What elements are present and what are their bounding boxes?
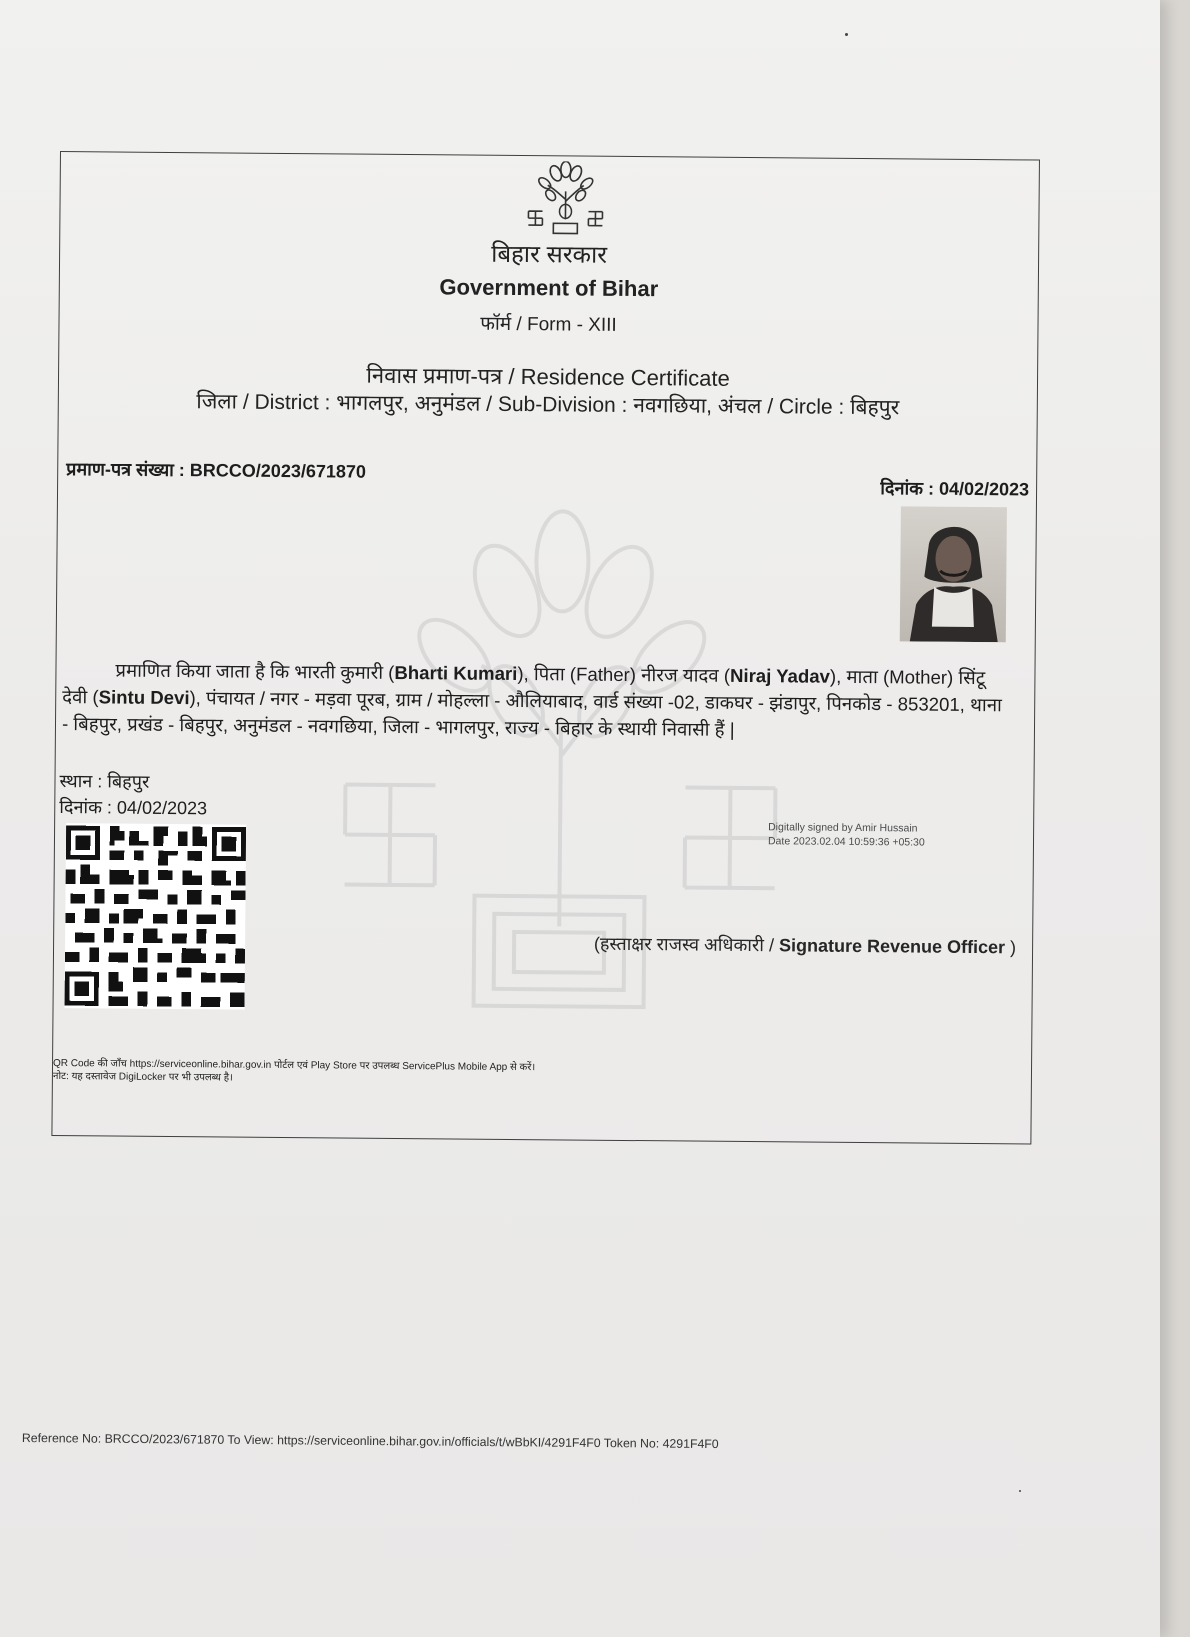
certificate-statement (62, 656, 1003, 745)
footer-date: दिनांक : 04/02/2023 (59, 797, 208, 819)
qr-code (65, 823, 247, 1010)
certificate-location: जिला / District : भागलपुर, अनुमंडल / Sub-Division : नवगछिया, अंचल / Circle : बिहपुर (196, 390, 900, 420)
signature-prefix: (हस्ताक्षर राजस्व अधिकारी / (593, 933, 780, 956)
signature-suffix: ) (1005, 937, 1017, 958)
govt-name-hindi: बिहार सरकार (491, 240, 608, 269)
bihar-govt-logo (520, 161, 611, 237)
paper-speck (1019, 1490, 1021, 1492)
digital-signature (768, 820, 925, 849)
certificate-title: निवास प्रमाण-पत्र / Residence Certificate (366, 362, 730, 391)
signature-label (594, 932, 1016, 960)
certificate-frame (51, 151, 1040, 1145)
issue-date: दिनांक : 04/02/2023 (880, 478, 1030, 500)
signature-title: Signature Revenue Officer (778, 935, 1006, 958)
applicant-name: Bharti Kumari (394, 661, 518, 685)
statement-father-prefix: ), पिता (Father) नीरज यादव ( (517, 663, 731, 686)
statement-intro: प्रमाणित किया जाता है कि भारती कुमारी ( (115, 659, 395, 683)
certificate-number: प्रमाण-पत्र संख्या : BRCCO/2023/671870 (66, 459, 367, 482)
digital-signature-name: Digitally signed by Amir Hussain (768, 821, 918, 835)
form-number: फॉर्म / Form - XIII (480, 313, 617, 336)
father-name: Niraj Yadav (729, 664, 831, 687)
issue-place: स्थान : बिहपुर (59, 771, 150, 792)
digital-signature-date: Date 2023.02.04 10:59:36 +05:30 (767, 835, 925, 849)
applicant-address: ), पंचायत / नगर - मड़वा पूरब, ग्राम / मोहल्ला - औलियाबाद, वार्ड संख्या -02, डाकघर - झंडापुर, पिनकोड - 853201, थाना - बिहपुर, प्रखंड - बिहपुर, अनुमंडल - नवगछिया, जिला - भागलपुर, राज्य - बिहार के स्थायी निवासी हैं | (61, 687, 1002, 740)
qr-note-line-1: QR Code की जाँच https://serviceonline.bihar.gov.in पोर्टल एवं Play Store पर उपलब्ध ServicePlus Mobile App से करें। (52, 1057, 536, 1074)
applicant-photo (900, 506, 1007, 642)
paper-speck (845, 33, 848, 36)
reference-footer: Reference No: BRCCO/2023/671870 To View: https://serviceonline.bihar.gov.in/officials/t/wBbKI/4291F4F0 Token No: 4291F4F0 (21, 1431, 719, 1452)
qr-verification-note (53, 1057, 813, 1090)
statement-mother-prefix: ), माता (Mother) सिंटू देवी ( (62, 665, 986, 708)
mother-name: Sintu Devi (98, 686, 190, 709)
govt-name-english: Government of Bihar (439, 274, 659, 302)
qr-note-line-2: नोट: यह दस्तावेज DigiLocker पर भी उपलब्ध है। (52, 1070, 233, 1084)
